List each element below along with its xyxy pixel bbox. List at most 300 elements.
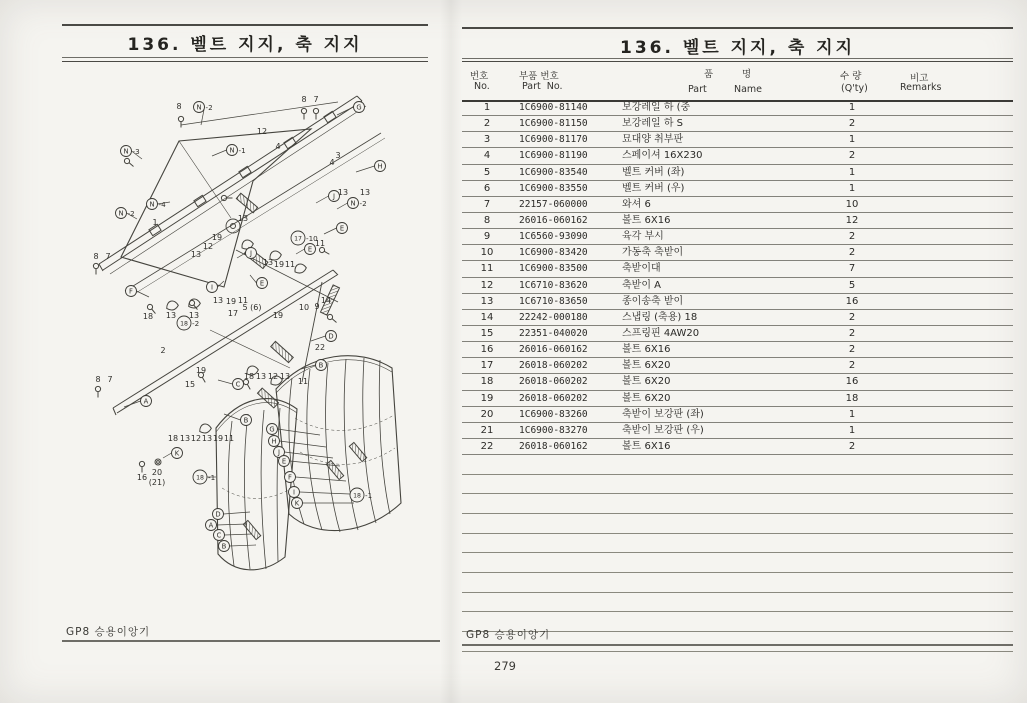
cell-part-name: 축받이대 bbox=[622, 263, 661, 275]
divider bbox=[462, 58, 1013, 59]
svg-text:J: J bbox=[249, 249, 253, 258]
cell-qty: 1 bbox=[848, 166, 856, 178]
cell-qty: 10 bbox=[845, 198, 859, 210]
diagram-ref-callout bbox=[267, 424, 321, 436]
divider bbox=[462, 644, 1013, 646]
svg-text:14: 14 bbox=[320, 295, 332, 305]
cell-qty: 18 bbox=[845, 392, 859, 404]
diagram-number-callout bbox=[313, 95, 318, 104]
table-header bbox=[462, 62, 1013, 102]
svg-text:H: H bbox=[377, 162, 383, 171]
cell-part-no: 1C6900-83540 bbox=[519, 166, 588, 178]
svg-text:11: 11 bbox=[314, 238, 326, 248]
svg-text:19: 19 bbox=[225, 296, 237, 306]
cell-qty: 2 bbox=[848, 231, 856, 243]
divider bbox=[62, 640, 440, 642]
header-remarks-kr: 비고 bbox=[910, 73, 929, 84]
diagram-number-callout bbox=[257, 127, 267, 136]
cell-part-no: 1C6900-83270 bbox=[519, 424, 588, 436]
divider bbox=[62, 61, 428, 62]
cell-qty: 1 bbox=[848, 408, 856, 420]
diagram-number-callout bbox=[168, 434, 178, 443]
cell-no: 8 bbox=[483, 214, 491, 226]
cell-no: 4 bbox=[483, 150, 491, 162]
table-row bbox=[462, 100, 1013, 116]
svg-text:G: G bbox=[356, 103, 362, 112]
svg-text:13: 13 bbox=[359, 187, 371, 197]
svg-text:8: 8 bbox=[301, 94, 307, 104]
cell-no: 2 bbox=[483, 118, 491, 130]
cell-qty: 1 bbox=[848, 182, 856, 194]
svg-text:-2: -2 bbox=[127, 208, 135, 218]
svg-text:A: A bbox=[208, 521, 214, 530]
svg-text:N: N bbox=[229, 146, 235, 155]
diagram-number-callout bbox=[274, 260, 284, 269]
svg-text:12: 12 bbox=[190, 433, 202, 443]
header-qty-en: (Q'ty) bbox=[841, 83, 868, 94]
cell-no: 15 bbox=[480, 327, 494, 339]
diagram-number-callout bbox=[93, 252, 98, 261]
svg-text:19: 19 bbox=[212, 433, 224, 443]
cell-part-name: 스프링핀 4AW20 bbox=[622, 327, 700, 339]
svg-text:-1: -1 bbox=[365, 490, 373, 500]
svg-text:I: I bbox=[210, 283, 214, 292]
diagram-number-callout bbox=[224, 434, 234, 443]
diagram-ref-callout bbox=[269, 436, 327, 448]
svg-text:13: 13 bbox=[255, 371, 267, 381]
diagram-number-callout bbox=[213, 434, 223, 443]
diagram-ref-callout bbox=[212, 145, 246, 157]
cell-qty: 1 bbox=[848, 134, 856, 146]
diagram-ref-callout bbox=[292, 498, 355, 509]
table-row bbox=[462, 342, 1013, 358]
svg-text:13: 13 bbox=[179, 433, 191, 443]
header-remarks-en: Remarks bbox=[900, 82, 942, 93]
svg-text:11: 11 bbox=[284, 259, 296, 269]
svg-text:13: 13 bbox=[201, 433, 213, 443]
parts-table-body bbox=[462, 100, 1013, 652]
svg-text:3: 3 bbox=[335, 150, 341, 160]
diagram-ref-callout bbox=[206, 520, 248, 531]
cell-no: 17 bbox=[480, 360, 494, 372]
svg-text:B: B bbox=[318, 361, 324, 370]
diagram-number-callout bbox=[301, 95, 306, 104]
svg-text:-1: -1 bbox=[238, 145, 246, 155]
diagram-number-callout bbox=[268, 372, 278, 381]
svg-text:10: 10 bbox=[298, 302, 310, 312]
table-row-empty bbox=[462, 514, 1013, 534]
diagram-number-callout bbox=[149, 478, 165, 487]
svg-text:7: 7 bbox=[107, 374, 113, 384]
diagram-ref-callout bbox=[124, 396, 152, 408]
svg-text:N: N bbox=[149, 200, 155, 209]
svg-text:E: E bbox=[307, 245, 313, 254]
diagram-number-callout bbox=[202, 434, 212, 443]
diagram-number-callout bbox=[212, 233, 222, 242]
svg-text:13: 13 bbox=[262, 257, 274, 267]
cell-no: 22 bbox=[480, 440, 494, 452]
svg-text:5 (6): 5 (6) bbox=[242, 302, 262, 312]
cell-no: 7 bbox=[483, 198, 491, 210]
diagram-number-callout bbox=[152, 468, 162, 477]
divider bbox=[462, 27, 1013, 29]
diagram-number-callout bbox=[338, 188, 348, 197]
diagram-ref-callout bbox=[316, 191, 340, 204]
diagram-number-callout bbox=[280, 372, 290, 381]
diagram-ref-callout bbox=[193, 470, 216, 484]
svg-text:K: K bbox=[294, 499, 300, 508]
diagram-ref-callout bbox=[337, 198, 367, 210]
table-row bbox=[462, 245, 1013, 261]
svg-text:18: 18 bbox=[142, 311, 154, 321]
diagram-number-callout bbox=[315, 343, 325, 352]
cell-part-no: 22351-040020 bbox=[519, 327, 588, 339]
cell-no: 10 bbox=[480, 247, 494, 259]
svg-text:-10: -10 bbox=[306, 233, 318, 243]
diagram-ref-callout bbox=[163, 448, 183, 459]
svg-text:N: N bbox=[196, 103, 202, 112]
svg-text:17: 17 bbox=[227, 308, 239, 318]
diagram-number-callout bbox=[213, 296, 223, 305]
svg-text:I: I bbox=[292, 488, 296, 497]
diagram-number-callout bbox=[275, 142, 280, 151]
cell-part-no: 26016-060162 bbox=[519, 214, 588, 226]
svg-text:15: 15 bbox=[184, 379, 196, 389]
cell-part-name: 보강레일 하 (중 bbox=[622, 102, 691, 113]
diagram-ref-callout bbox=[324, 223, 348, 235]
cell-part-name: 벨트 커버 (우) bbox=[622, 182, 685, 194]
diagram-number-callout bbox=[298, 377, 308, 386]
diagram-number-callout bbox=[329, 158, 334, 167]
svg-text:20: 20 bbox=[151, 467, 163, 477]
svg-text:18: 18 bbox=[353, 492, 361, 500]
diagram-number-callout bbox=[244, 372, 254, 381]
cell-part-name: 볼트 6X16 bbox=[622, 440, 671, 452]
cell-no: 11 bbox=[480, 263, 494, 275]
header-qty-kr: 수 량 bbox=[840, 71, 862, 82]
cell-part-no: 26018-060202 bbox=[519, 376, 588, 388]
header-name-kr-b: 명 bbox=[742, 69, 752, 80]
diagram-number-callout bbox=[166, 311, 176, 320]
svg-text:-4: -4 bbox=[158, 199, 166, 209]
diagram-number-callout bbox=[160, 346, 165, 355]
svg-text:A: A bbox=[143, 397, 149, 406]
svg-text:4: 4 bbox=[275, 141, 281, 151]
svg-text:19: 19 bbox=[272, 310, 284, 320]
table-row bbox=[462, 261, 1013, 277]
diagram-number-callout bbox=[243, 303, 262, 312]
cell-part-name: 종이송축 받이 bbox=[622, 295, 684, 307]
diagram-number-callout bbox=[314, 302, 319, 311]
table-row bbox=[462, 423, 1013, 439]
header-name-kr-a: 품 bbox=[704, 69, 714, 80]
svg-text:13: 13 bbox=[188, 310, 200, 320]
svg-text:4: 4 bbox=[329, 157, 335, 167]
diagram-number-callout bbox=[180, 434, 190, 443]
svg-text:N: N bbox=[350, 199, 356, 208]
diagram-number-callout bbox=[273, 311, 283, 320]
svg-text:F: F bbox=[288, 473, 292, 482]
diagram-ref-callout bbox=[147, 199, 171, 210]
cell-part-name: 볼트 6X20 bbox=[622, 392, 671, 404]
right-page-title: 136. 벨트 지지, 축 지지 bbox=[619, 38, 856, 58]
table-row bbox=[462, 165, 1013, 181]
svg-text:C: C bbox=[216, 531, 222, 540]
cell-part-name: 육각 부시 bbox=[622, 231, 664, 243]
table-row-empty bbox=[462, 553, 1013, 573]
svg-text:19: 19 bbox=[273, 259, 285, 269]
diagram-ref-callout bbox=[250, 275, 268, 289]
svg-text:-1: -1 bbox=[208, 472, 216, 482]
diagram-ref-callout bbox=[337, 102, 365, 116]
svg-text:7: 7 bbox=[313, 94, 319, 104]
diagram-number-callout bbox=[335, 151, 340, 160]
diagram-ref-callout bbox=[289, 487, 351, 498]
diagram-number-callout bbox=[176, 102, 181, 111]
diagram-number-callout bbox=[228, 309, 238, 318]
table-row-empty bbox=[462, 593, 1013, 613]
table-row bbox=[462, 407, 1013, 423]
diagram-ref-callout bbox=[224, 414, 252, 426]
svg-text:19: 19 bbox=[211, 232, 223, 242]
diagram-number-callout bbox=[226, 297, 236, 306]
svg-text:12: 12 bbox=[267, 371, 279, 381]
svg-text:13: 13 bbox=[165, 310, 177, 320]
cell-part-no: 1C6710-83650 bbox=[519, 295, 588, 307]
cell-no: 21 bbox=[480, 424, 494, 436]
svg-text:E: E bbox=[281, 457, 287, 466]
svg-text:18: 18 bbox=[180, 320, 188, 328]
diagram-ref-callout bbox=[356, 161, 386, 173]
divider bbox=[62, 24, 428, 26]
cell-qty: 12 bbox=[845, 214, 859, 226]
svg-text:9: 9 bbox=[314, 301, 320, 311]
svg-text:D: D bbox=[328, 332, 334, 341]
svg-text:18: 18 bbox=[196, 474, 204, 482]
svg-text:19: 19 bbox=[195, 365, 207, 375]
diagram-number-callout bbox=[238, 214, 248, 223]
cell-qty: 2 bbox=[848, 150, 856, 162]
diagram-number-callout bbox=[321, 296, 331, 305]
cell-no: 14 bbox=[480, 311, 494, 323]
svg-text:J: J bbox=[332, 192, 336, 201]
table-row bbox=[462, 229, 1013, 245]
diagram-ref-callout bbox=[116, 208, 138, 220]
cell-part-no: 1C6900-83260 bbox=[519, 408, 588, 420]
left-page-title: 136. 벨트 지지, 축 지지 bbox=[127, 35, 363, 55]
cell-no: 13 bbox=[480, 295, 494, 307]
svg-text:E: E bbox=[339, 224, 345, 233]
cell-part-no: 1C6900-81190 bbox=[519, 150, 588, 162]
svg-text:B: B bbox=[243, 416, 249, 425]
diagram-number-callout bbox=[95, 375, 100, 384]
diagram-number-callout bbox=[137, 473, 147, 482]
diagram-number-callout bbox=[285, 260, 295, 269]
cell-part-name: 축받이 보강판 (우) bbox=[622, 424, 704, 436]
table-row-empty bbox=[462, 494, 1013, 514]
svg-text:-2: -2 bbox=[192, 318, 200, 328]
svg-text:13: 13 bbox=[279, 371, 291, 381]
table-row-empty bbox=[462, 455, 1013, 475]
table-row bbox=[462, 181, 1013, 197]
svg-text:13: 13 bbox=[337, 187, 349, 197]
svg-text:12: 12 bbox=[256, 126, 268, 136]
header-no-kr: 번호 bbox=[470, 71, 489, 82]
diagram-number-callout bbox=[105, 252, 110, 261]
cell-part-name: 축받이 A bbox=[622, 279, 661, 291]
svg-text:C: C bbox=[235, 380, 241, 389]
diagram-number-callout bbox=[256, 372, 266, 381]
svg-text:-2: -2 bbox=[359, 198, 367, 208]
table-row bbox=[462, 294, 1013, 310]
cell-qty: 2 bbox=[848, 440, 856, 452]
table-row bbox=[462, 439, 1013, 455]
cell-part-no: 1C6900-81170 bbox=[519, 134, 588, 146]
cell-part-name: 벨트 커버 (좌) bbox=[622, 166, 685, 178]
table-row bbox=[462, 358, 1013, 374]
cell-qty: 1 bbox=[848, 102, 856, 113]
cell-qty: 16 bbox=[845, 295, 859, 307]
cell-no: 20 bbox=[480, 408, 494, 420]
svg-text:B: B bbox=[221, 542, 227, 551]
svg-text:J: J bbox=[277, 448, 281, 457]
svg-text:(21): (21) bbox=[148, 477, 166, 487]
table-row bbox=[462, 391, 1013, 407]
diagram-number-callout bbox=[107, 375, 112, 384]
svg-text:22: 22 bbox=[314, 342, 326, 352]
svg-text:E: E bbox=[259, 279, 265, 288]
svg-text:-3: -3 bbox=[132, 146, 140, 156]
svg-text:18: 18 bbox=[167, 433, 179, 443]
diagram-number-callout bbox=[189, 311, 199, 320]
cell-part-name: 볼트 6X20 bbox=[622, 376, 671, 388]
table-row bbox=[462, 374, 1013, 390]
cell-part-name: 보강레일 하 S bbox=[622, 118, 684, 130]
cell-part-no: 22242-000180 bbox=[519, 311, 588, 323]
svg-text:1: 1 bbox=[152, 217, 158, 227]
table-row bbox=[462, 132, 1013, 148]
diagram-number-callout bbox=[191, 250, 201, 259]
svg-text:13: 13 bbox=[237, 213, 249, 223]
cell-no: 6 bbox=[483, 182, 491, 194]
cell-part-no: 26018-060202 bbox=[519, 392, 588, 404]
svg-text:16: 16 bbox=[136, 472, 148, 482]
cell-part-name: 스냅링 (축용) 18 bbox=[622, 311, 698, 323]
cell-part-no: 22157-060000 bbox=[519, 198, 588, 210]
header-name-en-b: Name bbox=[734, 84, 763, 95]
cell-qty: 2 bbox=[848, 344, 856, 356]
svg-text:2: 2 bbox=[160, 345, 166, 355]
header-part-kr: 부품 번호 bbox=[519, 71, 559, 82]
table-row bbox=[462, 148, 1013, 164]
svg-text:G: G bbox=[269, 425, 275, 434]
cell-no: 1 bbox=[483, 102, 491, 113]
cell-qty: 5 bbox=[848, 279, 856, 291]
svg-text:17: 17 bbox=[294, 235, 302, 243]
cell-part-no: 1C6900-83420 bbox=[519, 247, 588, 259]
svg-text:8: 8 bbox=[176, 101, 182, 111]
diagram-ref-callout bbox=[213, 509, 251, 520]
diagram-ref-callout bbox=[219, 541, 257, 552]
diagram-number-callout bbox=[191, 434, 201, 443]
svg-text:N: N bbox=[118, 209, 124, 218]
cell-part-no: 1C6900-83500 bbox=[519, 263, 588, 275]
cell-no: 18 bbox=[480, 376, 494, 388]
cell-part-name: 볼트 6X20 bbox=[622, 360, 671, 372]
diagram-number-callout bbox=[299, 303, 309, 312]
svg-text:-2: -2 bbox=[205, 102, 213, 112]
table-row-empty bbox=[462, 534, 1013, 554]
header-part-en: Part No. bbox=[522, 81, 563, 92]
diagram-number-callout bbox=[360, 188, 370, 197]
table-row-empty bbox=[462, 573, 1013, 593]
svg-text:8: 8 bbox=[95, 374, 101, 384]
cell-part-name: 축받이 보강판 (좌) bbox=[622, 408, 704, 420]
cell-part-no: 1C6900-83550 bbox=[519, 182, 588, 194]
diagram-number-callout bbox=[315, 239, 325, 248]
diagram-ref-callout bbox=[350, 488, 372, 502]
svg-text:7: 7 bbox=[105, 251, 111, 261]
cell-no: 12 bbox=[480, 279, 494, 291]
cell-qty: 7 bbox=[848, 263, 856, 275]
cell-qty: 2 bbox=[848, 247, 856, 259]
diagram-ref-callout bbox=[237, 248, 257, 259]
table-row bbox=[462, 116, 1013, 132]
header-no-en: No. bbox=[474, 81, 490, 92]
cell-part-name: 가동축 축받이 bbox=[622, 247, 684, 259]
svg-text:K: K bbox=[174, 449, 180, 458]
cell-no: 19 bbox=[480, 392, 494, 404]
left-page-footer: GP8 승용이앙기 bbox=[66, 626, 151, 638]
parts-diagram bbox=[55, 85, 450, 595]
cell-qty: 1 bbox=[848, 424, 856, 436]
diagram-number-callout bbox=[152, 218, 157, 227]
svg-text:H: H bbox=[271, 437, 277, 446]
table-row bbox=[462, 213, 1013, 229]
cell-part-no: 1C6560-93090 bbox=[519, 231, 588, 243]
table-row bbox=[462, 326, 1013, 342]
cell-no: 16 bbox=[480, 344, 494, 356]
diagram-number-callout bbox=[196, 366, 206, 375]
diagram-ref-callout bbox=[121, 146, 143, 160]
cell-part-no: 26016-060162 bbox=[519, 344, 588, 356]
cell-qty: 2 bbox=[848, 311, 856, 323]
table-row bbox=[462, 310, 1013, 326]
cell-part-no: 26018-060162 bbox=[519, 440, 588, 452]
table-row-empty bbox=[462, 475, 1013, 495]
diagram-ref-callout bbox=[218, 379, 244, 390]
header-name-en-a: Part bbox=[688, 84, 707, 95]
divider bbox=[62, 57, 428, 58]
cell-part-name: 묘대양 취부판 bbox=[622, 134, 684, 146]
diagram-number-callout bbox=[185, 380, 195, 389]
cell-no: 9 bbox=[483, 231, 491, 243]
cell-qty: 16 bbox=[845, 376, 859, 388]
cell-qty: 2 bbox=[848, 327, 856, 339]
table-row bbox=[462, 197, 1013, 213]
cell-part-no: 1C6710-83620 bbox=[519, 279, 588, 291]
diagram-ref-callout bbox=[311, 331, 337, 342]
cell-no: 3 bbox=[483, 134, 491, 146]
svg-text:13: 13 bbox=[212, 295, 224, 305]
table-row bbox=[462, 278, 1013, 294]
diagram-number-callout bbox=[143, 312, 153, 321]
diagram-number-callout bbox=[263, 258, 273, 267]
svg-text:13: 13 bbox=[190, 249, 202, 259]
cell-qty: 2 bbox=[848, 360, 856, 372]
cell-part-name: 볼트 6X16 bbox=[622, 344, 671, 356]
cell-part-no: 1C6900-81150 bbox=[519, 118, 588, 130]
